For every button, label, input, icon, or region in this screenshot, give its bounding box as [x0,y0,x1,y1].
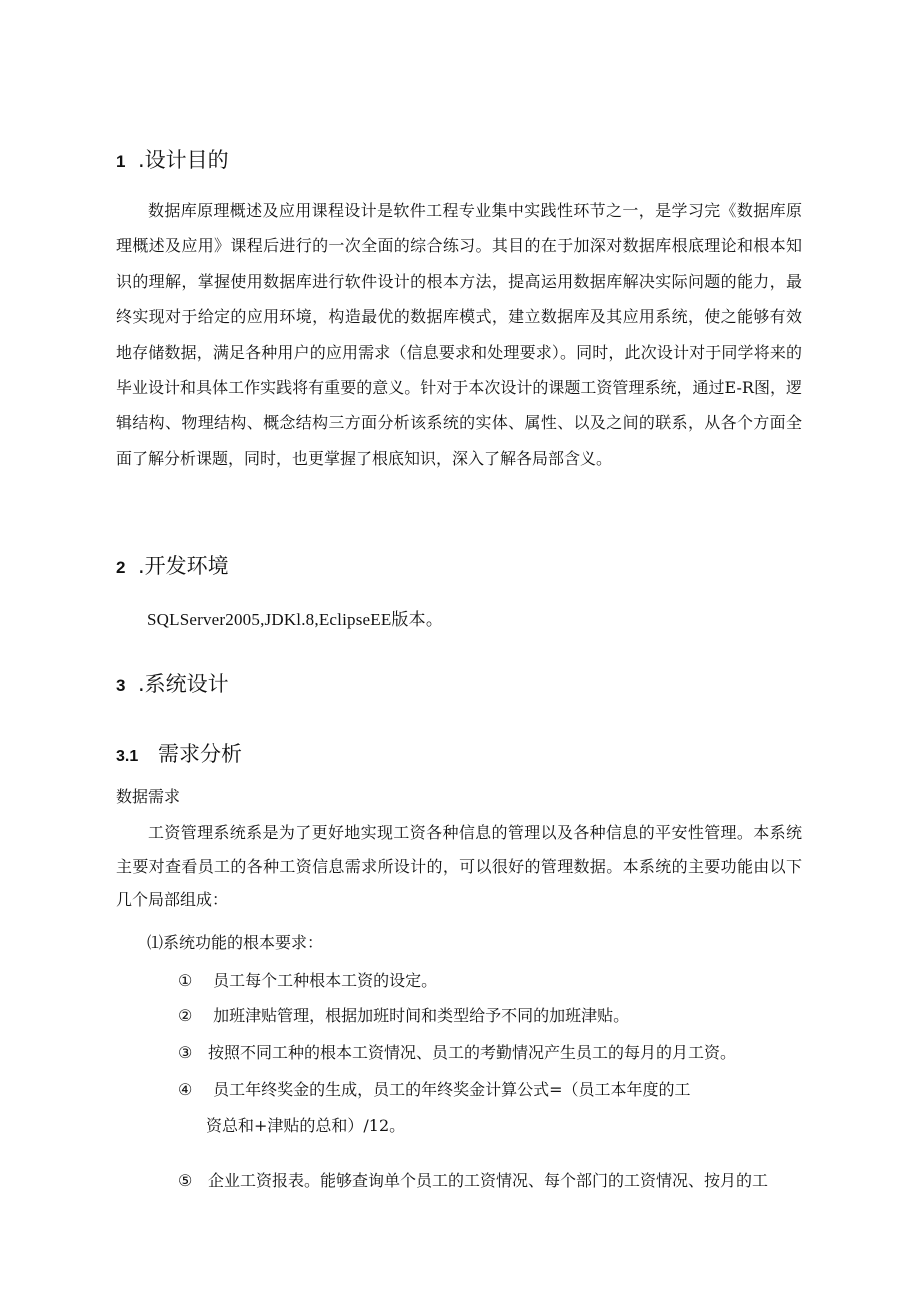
list-item [178,1042,806,1064]
list-item-marker: ⑤ [178,1171,193,1190]
list-item-text: 加班津贴管理，根据加班时间和类型给予不同的加班津贴。 [208,1006,630,1025]
section-1-number: 1 [116,152,126,171]
list-item-continuation: 资总和+津贴的总和）/12。 [206,1116,406,1135]
section-1-title: .设计目的 [138,148,229,172]
section-2-heading [116,552,229,582]
list-item [178,1005,806,1027]
section-3-heading [116,670,229,700]
list-item-marker: ② [178,1006,193,1025]
section-1-heading [116,146,229,176]
section-2-number: 2 [116,558,126,577]
list-item-marker: ④ [178,1080,193,1099]
list-item-marker: ① [178,971,193,990]
section-3-1-paragraph: 工资管理系统系是为了更好地实现工资各种信息的管理以及各种信息的平安性管理。本系统主要对查看员工的各种工资信息需求所设计的，可以很好的管理数据。本系统的主要功能由以下几个局部组成： [116,823,802,909]
section-3-1-heading [116,740,242,771]
list-item-text: 员工每个工种根本工资的设定。 [208,971,438,990]
list-item-text: 按照不同工种的根本工资情况、员工的考勤情况产生员工的每月的月工资。 [208,1043,737,1062]
section-3-title: .系统设计 [138,672,229,696]
section-2-title: .开发环境 [138,554,229,578]
section-1-paragraph: 数据库原理概述及应用课程设计是软件工程专业集中实践性环节之一，是学习完《数据库原理概述及应用》课程后进行的一次全面的综合练习。其目的在于加深对数据库根底理论和根本知识的理解，掌握使用数据库进行软件设计的根本方法，提高运用数据库解决实际问题的能力，最终实现对于给定的应用环境，构造最优的数据库模式，建立数据库及其应用系统，使之能够有效地存储数据，满足各种用户的应用需求（信息要求和处理要求）。同时，此次设计对于同学将来的毕业设计和具体工作实践将有重要的意义。针对于本次设计的课题工资管理系统，通过E-R图，逻辑结构、物理结构、概念结构三方面分析该系统的实体、属性、以及之间的联系，从各个方面全面了解分析课题，同时，也更掌握了根底知识，深入了解各局部含义。 [116,201,802,468]
function-requirements-heading: ⑴系统功能的根本要求： [147,933,324,952]
list-item-marker: ③ [178,1043,193,1062]
list-item [178,1079,806,1101]
list-item [178,1170,806,1192]
list-item-text: 员工年终奖金的生成，员工的年终奖金计算公式=（员工本年度的工 [208,1080,691,1099]
section-3-1-title: 需求分析 [158,742,242,766]
data-requirements-subheading: 数据需求 [116,787,181,806]
dev-environment-text: SQLServer2005,JDKl.8,EclipseEE版本。 [147,610,444,629]
list-item [178,970,806,992]
section-3-number: 3 [116,676,126,695]
section-3-1-number: 3.1 [116,748,139,765]
list-item-text: 企业工资报表。能够查询单个员工的工资情况、每个部门的工资情况、按月的工 [208,1171,769,1190]
